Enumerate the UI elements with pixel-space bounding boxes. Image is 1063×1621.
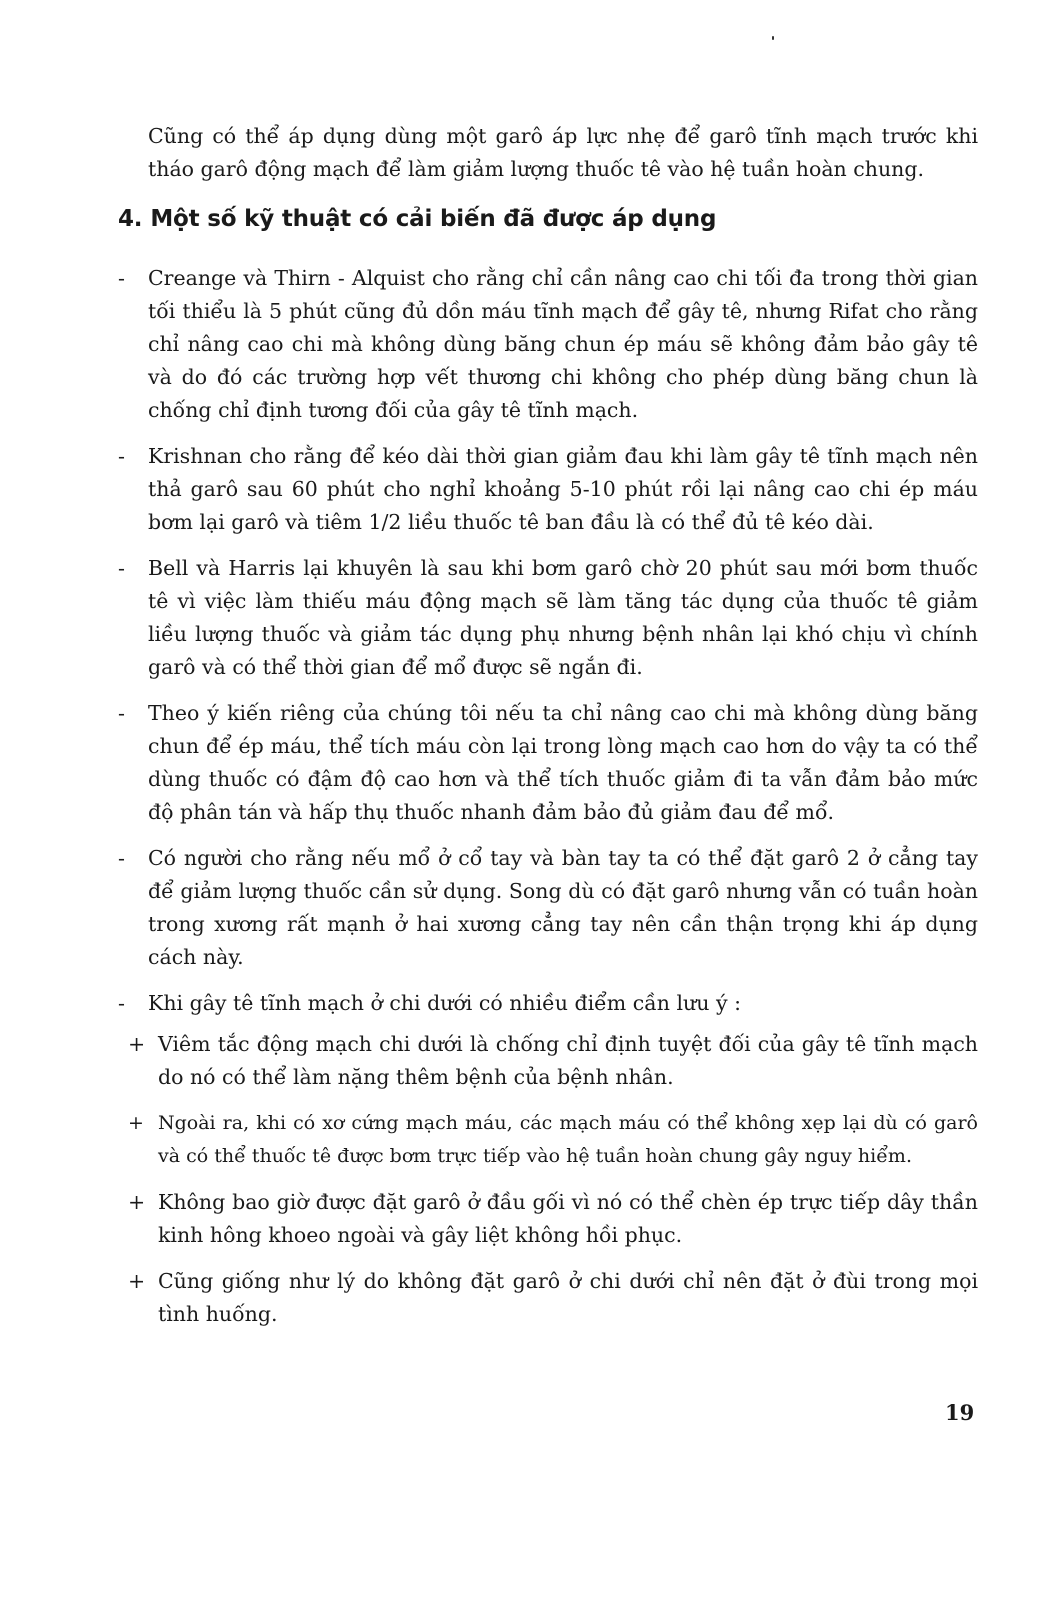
section-title: Một số kỹ thuật có cải biến đã được áp dụng [150, 206, 717, 232]
plus-marker: + [128, 1112, 144, 1134]
sub-list-item-text: Ngoài ra, khi có xơ cứng mạch máu, các mạch máu có thể không xẹp lại dù có garô và có thể thuốc tê được bơm trực tiếp vào hệ tuần hoàn chung gây nguy hiểm. [158, 1112, 978, 1167]
plus-marker: + [128, 1190, 146, 1214]
list-item-text: Có người cho rằng nếu mổ ở cổ tay và bàn tay ta có thể đặt garô 2 ở cẳng tay để giảm lượng thuốc cần sử dụng. Song dù có đặt garô nhưng vẫn có tuần hoàn trong xương rất mạnh ở hai xương cẳng tay nên cần thận trọng khi áp dụng cách này. [148, 846, 978, 969]
plus-marker: + [128, 1269, 146, 1293]
dash-marker: - [118, 846, 125, 870]
section-heading [118, 206, 716, 232]
section-number: 4. [118, 206, 143, 232]
sub-list-item [128, 1028, 978, 1094]
dash-marker: - [118, 701, 125, 725]
sub-list-item-text: Không bao giờ được đặt garô ở đầu gối vì nó có thể chèn ép trực tiếp dây thần kinh hông khoeo ngoài và gây liệt không hồi phục. [158, 1190, 978, 1247]
list-item [118, 552, 978, 684]
sub-list-item [128, 1186, 978, 1252]
list-item [118, 262, 978, 427]
intro-paragraph: Cũng có thể áp dụng dùng một garô áp lực nhẹ để garô tĩnh mạch trước khi tháo garô động mạch để làm giảm lượng thuốc tê vào hệ tuần hoàn chung. [148, 124, 978, 181]
sub-list-item [128, 1107, 978, 1173]
list-item [118, 987, 978, 1020]
dash-marker: - [118, 991, 125, 1015]
plus-marker: + [128, 1032, 146, 1056]
list-item [118, 842, 978, 974]
list-item-text: Krishnan cho rằng để kéo dài thời gian giảm đau khi làm gây tê tĩnh mạch nên thả garô sau 60 phút cho nghỉ khoảng 5-10 phút rồi lại nâng cao chi ép máu bơm lại garô và tiêm 1/2 liều thuốc tê ban đầu là có thể đủ tê kéo dài. [148, 444, 978, 534]
page-number: 19 [945, 1400, 975, 1425]
scan-speck [772, 36, 774, 40]
dash-marker: - [118, 266, 125, 290]
list-item-text: Khi gây tê tĩnh mạch ở chi dưới có nhiều điểm cần lưu ý : [148, 991, 741, 1015]
sub-list-item-text: Cũng giống như lý do không đặt garô ở chi dưới chỉ nên đặt ở đùi trong mọi tình huống. [158, 1269, 978, 1326]
technique-list [118, 262, 978, 1344]
sub-list-item-text: Viêm tắc động mạch chi dưới là chống chỉ định tuyệt đối của gây tê tĩnh mạch do nó có thể làm nặng thêm bệnh của bệnh nhân. [158, 1032, 978, 1089]
dash-marker: - [118, 444, 125, 468]
sub-list-item [128, 1265, 978, 1331]
list-item [118, 697, 978, 829]
list-item [118, 440, 978, 539]
dash-marker: - [118, 556, 125, 580]
list-item-text: Creange và Thirn - Alquist cho rằng chỉ cần nâng cao chi tối đa trong thời gian tối thiểu là 5 phút cũng đủ dồn máu tĩnh mạch để gây tê, nhưng Rifat cho rằng chỉ nâng cao chi mà không dùng băng chun ép máu sẽ không đảm bảo gây tê và do đó các trường hợp vết thương chi không cho phép dùng băng chun là chống chỉ định tương đối của gây tê tĩnh mạch. [148, 266, 978, 422]
list-item-text: Bell và Harris lại khuyên là sau khi bơm garô chờ 20 phút sau mới bơm thuốc tê vì việc làm thiếu máu động mạch sẽ làm tăng tác dụng của thuốc tê giảm liều lượng thuốc và giảm tác dụng phụ nhưng bệnh nhân lại khó chịu vì chính garô và có thể thời gian để mổ được sẽ ngắn đi. [148, 556, 978, 679]
list-item-text: Theo ý kiến riêng của chúng tôi nếu ta chỉ nâng cao chi mà không dùng băng chun để ép máu, thể tích máu còn lại trong lòng mạch cao hơn do vậy ta có thể dùng thuốc có đậm độ cao hơn và thể tích thuốc giảm đi ta vẫn đảm bảo mức độ phân tán và hấp thụ thuốc nhanh đảm bảo đủ giảm đau để mổ. [148, 701, 978, 824]
